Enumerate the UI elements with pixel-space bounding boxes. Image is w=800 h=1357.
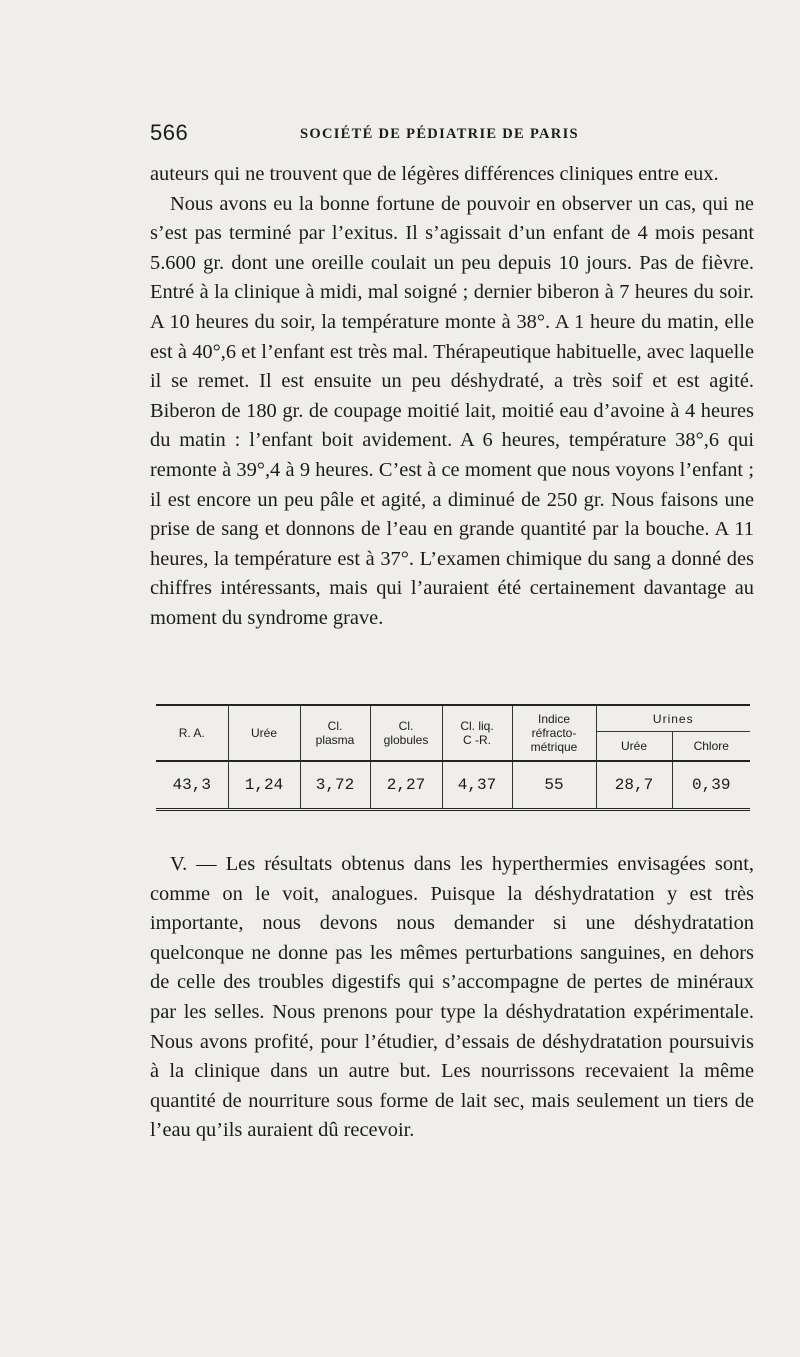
col-header-cl-globules: Cl. globules <box>370 705 442 761</box>
cell-ra: 43,3 <box>156 761 228 810</box>
col-header-urines-uree: Urée <box>596 732 672 761</box>
table-header-row <box>156 705 750 732</box>
body-text-top <box>150 160 754 634</box>
col-header-indice: Indice réfracto- métrique <box>512 705 596 761</box>
page-number: 566 <box>150 120 189 145</box>
col-header-urines-chlore: Chlore <box>672 732 750 761</box>
cell-cl-globules: 2,27 <box>370 761 442 810</box>
page-header <box>150 120 752 152</box>
table-row <box>156 761 750 810</box>
cell-indice: 55 <box>512 761 596 810</box>
paragraph-section-v: V. — Les résultats obtenus dans les hyperthermies envisagées sont, comme on le voit, analogues. Puisque la déshydratation y est très importante, nous devons nous demander si une déshydratation quelconque ne donne pas les mêmes perturbations sanguines, en dehors de celle des troubles digestifs qui s’accompagne de pertes de minéraux par les selles. Nous prenons pour type la déshydratation expérimentale. Nous avons profité, pour l’étudier, d’essais de déshydratation poursuivis à la clinique dans un autre but. Les nourrissons recevaient la même quantité de nourriture sous forme de lait sec, mais seulement un tiers de l’eau qu’ils auraient dû recevoir. <box>150 853 754 1142</box>
col-header-uree: Urée <box>228 705 300 761</box>
paragraph-case-report: Nous avons eu la bonne fortune de pouvoir en observer un cas, qui ne s’est pas terminé par l’exitus. Il s’agissait d’un enfant de 4 mois pesant 5.600 gr. dont une oreille coulait un peu depuis 10 jours. Pas de fièvre. Entré à la clinique à midi, mal soigné ; dernier biberon à 7 heures du soir. A 10 heures du soir, la température monte à 38°. A 1 heure du matin, elle est à 40°,6 et l’enfant est très mal. Thérapeutique habituelle, avec laquelle il se remet. Il est ensuite un peu déshydraté, a très soif et est agité. Biberon de 180 gr. de coupage moitié lait, moitié eau d’avoine à 4 heures du matin : l’enfant boit avidement. A 6 heures, température 38°,6 qui remonte à 39°,4 à 9 heures. C’est à ce moment que nous voyons l’enfant ; il est encore un peu pâle et agité, a diminué de 250 gr. Nous faisons une prise de sang et donnons de l’eau en grande quantité par la bouche. A 11 heures, la température est à 37°. L’examen chimique du sang a donné des chiffres intéressants, mais qui l’auraient été certainement davantage au moment du syndrome grave. <box>150 192 754 629</box>
col-header-ra: R. A. <box>156 705 228 761</box>
data-table <box>156 704 750 811</box>
blood-analysis-table <box>156 704 750 811</box>
running-head: SOCIÉTÉ DE PÉDIATRIE DE PARIS <box>300 126 579 142</box>
col-header-cl-liq: Cl. liq. C -R. <box>442 705 512 761</box>
cell-uree: 1,24 <box>228 761 300 810</box>
cell-cl-plasma: 3,72 <box>300 761 370 810</box>
paragraph-continuation: auteurs qui ne trouvent que de légères différences cliniques entre eux. <box>150 163 719 185</box>
col-header-cl-plasma: Cl. plasma <box>300 705 370 761</box>
body-text-bottom <box>150 850 754 1146</box>
cell-urines-uree: 28,7 <box>596 761 672 810</box>
col-group-urines: Urines <box>596 705 750 732</box>
cell-urines-chlore: 0,39 <box>672 761 750 810</box>
cell-cl-liq: 4,37 <box>442 761 512 810</box>
